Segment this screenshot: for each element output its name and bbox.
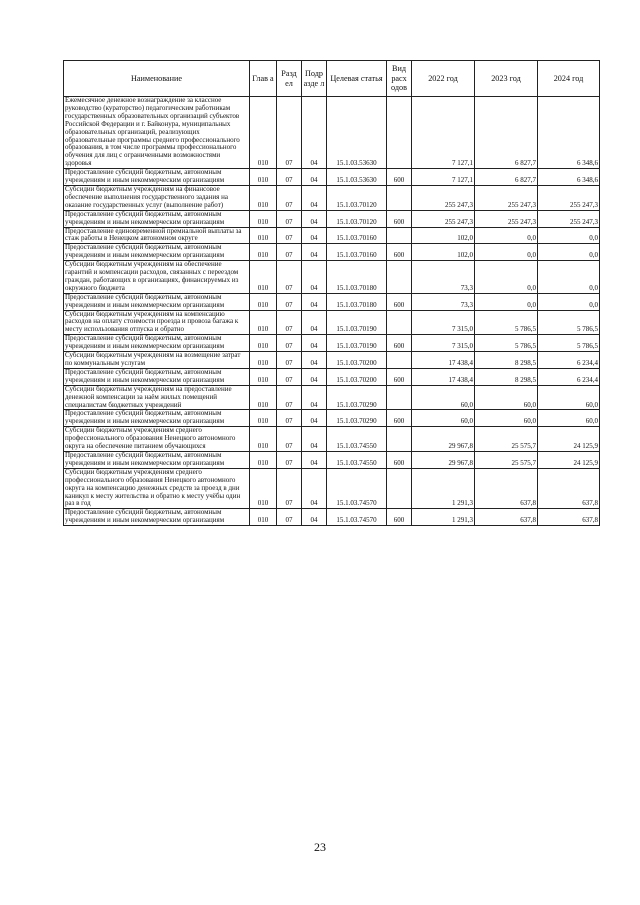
- cell-name: Субсидии бюджетным учреждениям на обеспечение гарантий и компенсации расходов, связанных с переездом граждан, работающих в организациях, финансируемых из окружного бюджета: [64, 261, 250, 294]
- table-row: [64, 169, 600, 186]
- cell-2023: 8 298,5: [475, 352, 538, 369]
- cell-target-item: 15.1.03.70180: [327, 261, 387, 294]
- cell-subsection: 04: [302, 509, 327, 526]
- cell-expense-type: 600: [387, 244, 412, 261]
- col-header-name: Наименование: [64, 61, 250, 97]
- cell-name: Субсидии бюджетным учреждениям среднего профессионального образования Ненецкого автономного округа на обеспечение питанием обучающихся: [64, 427, 250, 452]
- cell-2024: 637,8: [538, 509, 600, 526]
- table-row: [64, 335, 600, 352]
- cell-target-item: 15.1.03.70180: [327, 293, 387, 310]
- cell-name: Предоставление субсидий бюджетным, автономным учреждениям и иным некоммерческим организациям: [64, 210, 250, 227]
- cell-2024: 24 125,9: [538, 451, 600, 468]
- cell-2022: 73,3: [412, 293, 475, 310]
- table-row: [64, 227, 600, 244]
- cell-section: 07: [277, 310, 302, 335]
- cell-2024: 255 247,3: [538, 210, 600, 227]
- cell-2023: 0,0: [475, 227, 538, 244]
- cell-target-item: 15.1.03.70160: [327, 244, 387, 261]
- cell-2023: 6 827,7: [475, 97, 538, 169]
- cell-section: 07: [277, 468, 302, 509]
- cell-subsection: 04: [302, 385, 327, 410]
- table-row: [64, 244, 600, 261]
- cell-section: 07: [277, 169, 302, 186]
- cell-expense-type: [387, 468, 412, 509]
- cell-2023: 637,8: [475, 509, 538, 526]
- col-header-expense-type: Вид расх одов: [387, 61, 412, 97]
- cell-2023: 5 786,5: [475, 310, 538, 335]
- cell-name: Субсидии бюджетным учреждениям среднего профессионального образования Ненецкого автономного округа на компенсацию денежных средств за проезд в дни каникул к месту жительства и обратно к месту учёбы один раз в год: [64, 468, 250, 509]
- budget-table: [63, 60, 600, 526]
- cell-chapter: 010: [250, 244, 277, 261]
- cell-expense-type: [387, 427, 412, 452]
- col-header-subsection: Подр азде л: [302, 61, 327, 97]
- cell-section: 07: [277, 427, 302, 452]
- cell-chapter: 010: [250, 352, 277, 369]
- cell-name: Субсидии бюджетным учреждениям на финансовое обеспечение выполнения государственного задания на оказание государственных услуг (выполнение работ): [64, 185, 250, 210]
- cell-chapter: 010: [250, 185, 277, 210]
- cell-subsection: 04: [302, 335, 327, 352]
- cell-chapter: 010: [250, 468, 277, 509]
- cell-section: 07: [277, 410, 302, 427]
- cell-subsection: 04: [302, 244, 327, 261]
- cell-chapter: 010: [250, 335, 277, 352]
- cell-expense-type: 600: [387, 368, 412, 385]
- cell-subsection: 04: [302, 368, 327, 385]
- cell-2024: 6 234,4: [538, 352, 600, 369]
- cell-target-item: 15.1.03.70160: [327, 227, 387, 244]
- table-row: [64, 210, 600, 227]
- cell-expense-type: [387, 352, 412, 369]
- cell-2023: 0,0: [475, 293, 538, 310]
- cell-target-item: 15.1.03.53630: [327, 97, 387, 169]
- cell-2023: 25 575,7: [475, 451, 538, 468]
- col-header-target-item: Целевая статья: [327, 61, 387, 97]
- cell-chapter: 010: [250, 509, 277, 526]
- cell-name: Предоставление субсидий бюджетным, автономным учреждениям и иным некоммерческим организациям: [64, 169, 250, 186]
- cell-section: 07: [277, 261, 302, 294]
- col-header-2024: 2024 год: [538, 61, 600, 97]
- cell-expense-type: [387, 310, 412, 335]
- col-header-section: Разд ел: [277, 61, 302, 97]
- cell-2024: 6 348,6: [538, 97, 600, 169]
- cell-section: 07: [277, 368, 302, 385]
- cell-subsection: 04: [302, 169, 327, 186]
- cell-target-item: 15.1.03.74550: [327, 427, 387, 452]
- cell-target-item: 15.1.03.53630: [327, 169, 387, 186]
- table-row: [64, 368, 600, 385]
- cell-name: Предоставление единовременной премиальной выплаты за стаж работы в Ненецком автономном округе: [64, 227, 250, 244]
- cell-section: 07: [277, 451, 302, 468]
- cell-chapter: 010: [250, 261, 277, 294]
- cell-2022: 60,0: [412, 385, 475, 410]
- cell-2022: 7 315,0: [412, 335, 475, 352]
- cell-expense-type: [387, 97, 412, 169]
- cell-2023: 60,0: [475, 410, 538, 427]
- cell-2023: 25 575,7: [475, 427, 538, 452]
- cell-expense-type: 600: [387, 210, 412, 227]
- cell-name: Субсидии бюджетным учреждениям на возмещение затрат по коммунальным услугам: [64, 352, 250, 369]
- cell-2022: 1 291,3: [412, 509, 475, 526]
- cell-2024: 0,0: [538, 244, 600, 261]
- cell-2023: 60,0: [475, 385, 538, 410]
- cell-subsection: 04: [302, 451, 327, 468]
- cell-name: Предоставление субсидий бюджетным, автономным учреждениям и иным некоммерческим организациям: [64, 244, 250, 261]
- cell-2022: 73,3: [412, 261, 475, 294]
- cell-chapter: 010: [250, 97, 277, 169]
- col-header-2022: 2022 год: [412, 61, 475, 97]
- cell-target-item: 15.1.03.70120: [327, 210, 387, 227]
- cell-2024: 6 348,6: [538, 169, 600, 186]
- cell-subsection: 04: [302, 352, 327, 369]
- cell-name: Предоставление субсидий бюджетным, автономным учреждениям и иным некоммерческим организациям: [64, 410, 250, 427]
- cell-target-item: 15.1.03.70190: [327, 335, 387, 352]
- table-row: [64, 97, 600, 169]
- cell-2024: 6 234,4: [538, 368, 600, 385]
- table-row: [64, 310, 600, 335]
- cell-name: Предоставление субсидий бюджетным, автономным учреждениям и иным некоммерческим организациям: [64, 509, 250, 526]
- cell-name: Ежемесячное денежное вознаграждение за классное руководство (кураторство) педагогическим работникам государственных образовательных организаций субъектов Российской Федерации и г. Байконура, муниципальных образовательных организаций, реализующих образовательные программы среднего профессионального образования, в том числе программы профессионального обучения для лиц с ограниченными возможностями здоровья: [64, 97, 250, 169]
- table-row: [64, 385, 600, 410]
- col-header-chapter: Глав а: [250, 61, 277, 97]
- cell-chapter: 010: [250, 293, 277, 310]
- cell-target-item: 15.1.03.70290: [327, 410, 387, 427]
- cell-2024: 60,0: [538, 385, 600, 410]
- cell-expense-type: 600: [387, 293, 412, 310]
- cell-section: 07: [277, 244, 302, 261]
- cell-2022: 1 291,3: [412, 468, 475, 509]
- cell-expense-type: 600: [387, 169, 412, 186]
- cell-target-item: 15.1.03.74550: [327, 451, 387, 468]
- cell-2022: 255 247,3: [412, 185, 475, 210]
- cell-2023: 255 247,3: [475, 210, 538, 227]
- cell-name: Предоставление субсидий бюджетным, автономным учреждениям и иным некоммерческим организациям: [64, 368, 250, 385]
- cell-target-item: 15.1.03.70190: [327, 310, 387, 335]
- cell-2024: 0,0: [538, 293, 600, 310]
- cell-target-item: 15.1.03.70200: [327, 368, 387, 385]
- cell-expense-type: 600: [387, 335, 412, 352]
- cell-section: 07: [277, 97, 302, 169]
- cell-name: Предоставление субсидий бюджетным, автономным учреждениям и иным некоммерческим организациям: [64, 293, 250, 310]
- cell-section: 07: [277, 293, 302, 310]
- col-header-2023: 2023 год: [475, 61, 538, 97]
- cell-subsection: 04: [302, 210, 327, 227]
- cell-expense-type: [387, 185, 412, 210]
- cell-2024: 5 786,5: [538, 310, 600, 335]
- cell-2022: 7 127,1: [412, 97, 475, 169]
- cell-2024: 60,0: [538, 410, 600, 427]
- cell-target-item: 15.1.03.70120: [327, 185, 387, 210]
- table-row: [64, 427, 600, 452]
- cell-2023: 0,0: [475, 244, 538, 261]
- cell-name: Предоставление субсидий бюджетным, автономным учреждениям и иным некоммерческим организациям: [64, 335, 250, 352]
- cell-expense-type: [387, 261, 412, 294]
- cell-subsection: 04: [302, 410, 327, 427]
- table-row: [64, 451, 600, 468]
- cell-2022: 102,0: [412, 227, 475, 244]
- cell-2022: 7 315,0: [412, 310, 475, 335]
- cell-chapter: 010: [250, 385, 277, 410]
- cell-chapter: 010: [250, 427, 277, 452]
- cell-chapter: 010: [250, 310, 277, 335]
- cell-section: 07: [277, 385, 302, 410]
- cell-2023: 637,8: [475, 468, 538, 509]
- cell-2024: 24 125,9: [538, 427, 600, 452]
- cell-2022: 102,0: [412, 244, 475, 261]
- cell-2024: 0,0: [538, 227, 600, 244]
- cell-subsection: 04: [302, 468, 327, 509]
- cell-subsection: 04: [302, 185, 327, 210]
- cell-target-item: 15.1.03.74570: [327, 509, 387, 526]
- header-row: [64, 61, 600, 97]
- cell-target-item: 15.1.03.74570: [327, 468, 387, 509]
- cell-2022: 255 247,3: [412, 210, 475, 227]
- cell-chapter: 010: [250, 368, 277, 385]
- table-row: [64, 410, 600, 427]
- cell-target-item: 15.1.03.70290: [327, 385, 387, 410]
- cell-2022: 17 438,4: [412, 352, 475, 369]
- cell-subsection: 04: [302, 310, 327, 335]
- page-number: 23: [314, 840, 326, 854]
- cell-name: Субсидии бюджетным учреждениям на предоставление денежной компенсации за наём жилых помещений специалистам бюджетных учреждений: [64, 385, 250, 410]
- cell-subsection: 04: [302, 227, 327, 244]
- cell-2023: 6 827,7: [475, 169, 538, 186]
- cell-2023: 5 786,5: [475, 335, 538, 352]
- cell-expense-type: [387, 385, 412, 410]
- table-row: [64, 468, 600, 509]
- cell-chapter: 010: [250, 210, 277, 227]
- cell-2024: 637,8: [538, 468, 600, 509]
- cell-2022: 29 967,8: [412, 451, 475, 468]
- cell-2022: 29 967,8: [412, 427, 475, 452]
- cell-2022: 7 127,1: [412, 169, 475, 186]
- cell-expense-type: 600: [387, 451, 412, 468]
- table-row: [64, 509, 600, 526]
- cell-subsection: 04: [302, 261, 327, 294]
- cell-2024: 255 247,3: [538, 185, 600, 210]
- cell-subsection: 04: [302, 97, 327, 169]
- cell-2022: 60,0: [412, 410, 475, 427]
- cell-2023: 255 247,3: [475, 185, 538, 210]
- cell-expense-type: 600: [387, 509, 412, 526]
- cell-subsection: 04: [302, 293, 327, 310]
- cell-section: 07: [277, 352, 302, 369]
- cell-2022: 17 438,4: [412, 368, 475, 385]
- cell-2024: 5 786,5: [538, 335, 600, 352]
- cell-chapter: 010: [250, 410, 277, 427]
- cell-expense-type: [387, 227, 412, 244]
- cell-2023: 0,0: [475, 261, 538, 294]
- table-row: [64, 185, 600, 210]
- cell-chapter: 010: [250, 227, 277, 244]
- cell-target-item: 15.1.03.70200: [327, 352, 387, 369]
- cell-chapter: 010: [250, 451, 277, 468]
- table-row: [64, 293, 600, 310]
- cell-subsection: 04: [302, 427, 327, 452]
- table-row: [64, 352, 600, 369]
- cell-chapter: 010: [250, 169, 277, 186]
- cell-2024: 0,0: [538, 261, 600, 294]
- cell-name: Субсидии бюджетным учреждениям на компенсацию расходов на оплату стоимости проезда и провоза багажа к месту использования отпуска и обратно: [64, 310, 250, 335]
- cell-section: 07: [277, 335, 302, 352]
- cell-section: 07: [277, 185, 302, 210]
- cell-section: 07: [277, 210, 302, 227]
- cell-section: 07: [277, 227, 302, 244]
- cell-expense-type: 600: [387, 410, 412, 427]
- cell-2023: 8 298,5: [475, 368, 538, 385]
- cell-section: 07: [277, 509, 302, 526]
- table-row: [64, 261, 600, 294]
- cell-name: Предоставление субсидий бюджетным, автономным учреждениям и иным некоммерческим организациям: [64, 451, 250, 468]
